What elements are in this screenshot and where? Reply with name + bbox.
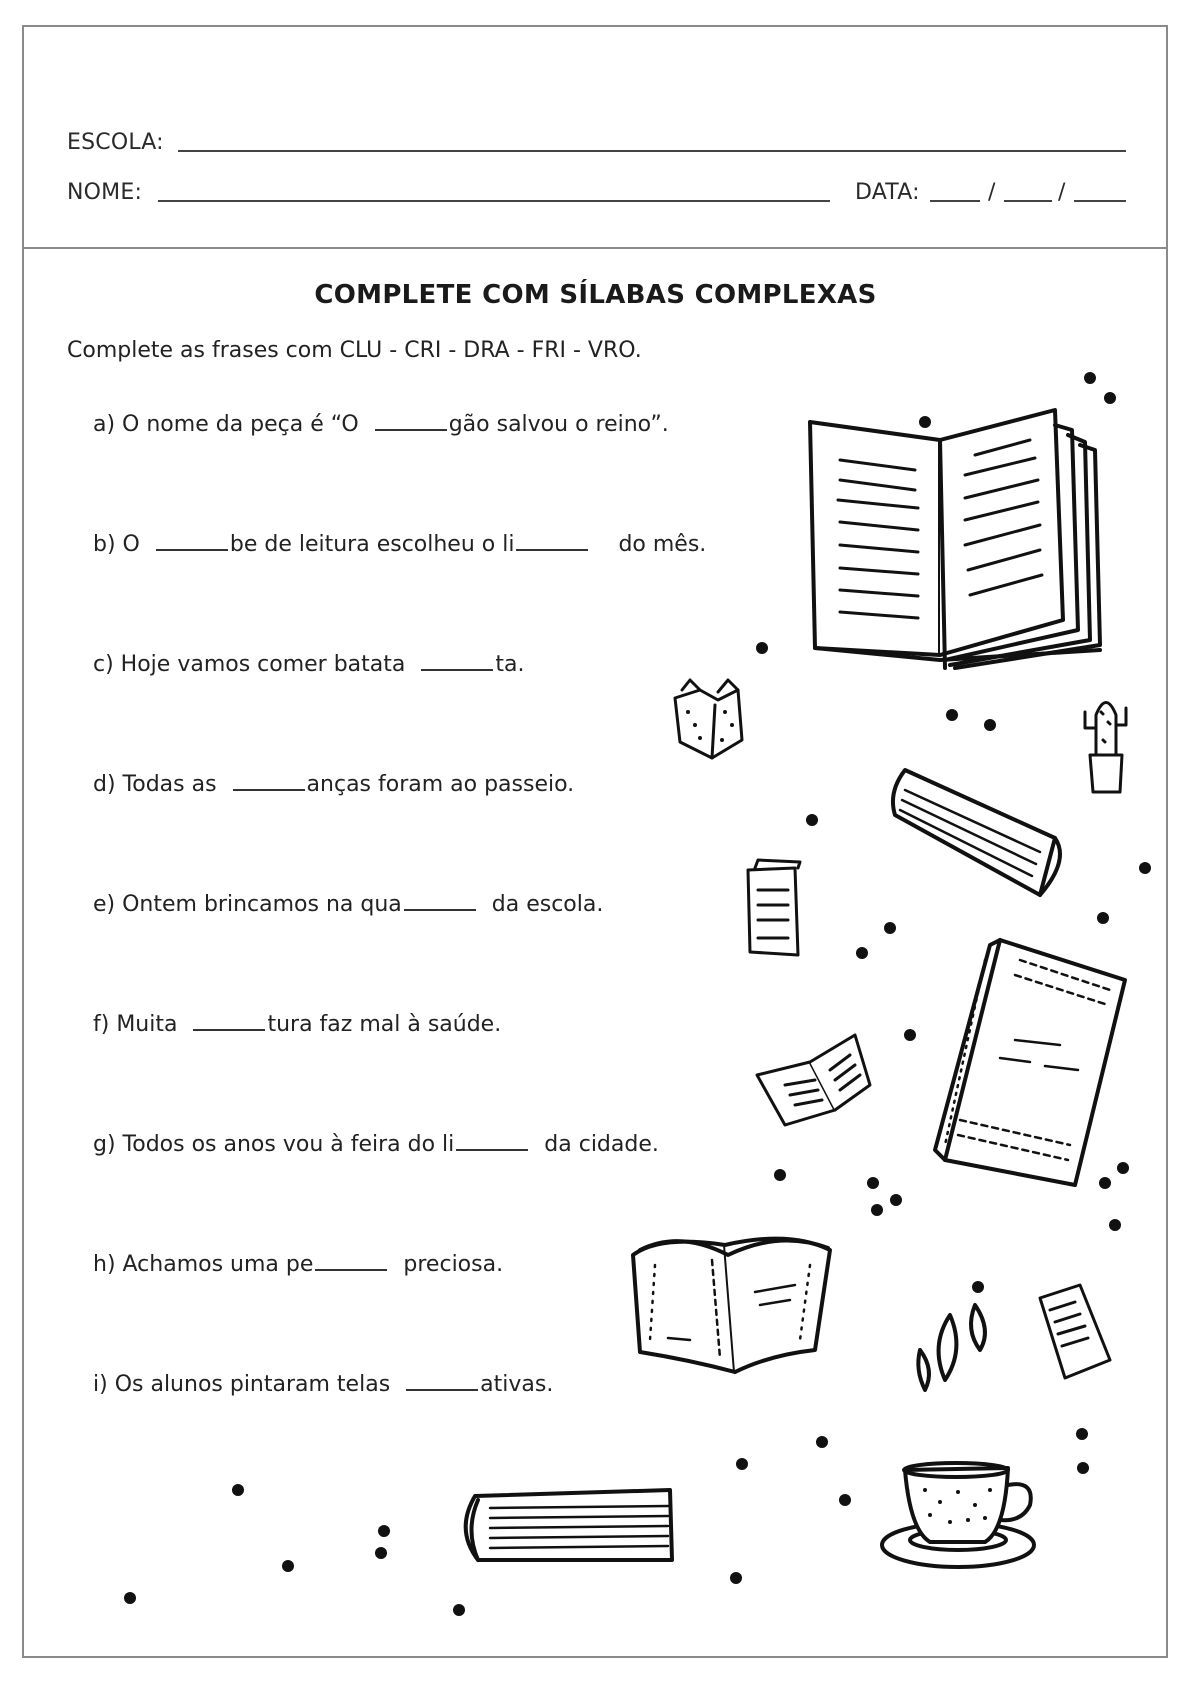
answer-blank[interactable]: [315, 1268, 387, 1271]
date-year-line[interactable]: [1074, 200, 1126, 202]
question-g: [93, 1132, 659, 1157]
worksheet-title: COMPLETE COM SÍLABAS COMPLEXAS: [314, 280, 877, 310]
date-label: DATA:: [855, 180, 920, 205]
question-text: da escola.: [491, 892, 604, 917]
answer-blank[interactable]: [516, 548, 588, 551]
question-text: ta.: [495, 652, 525, 677]
name-label: NOME:: [67, 180, 143, 205]
answer-blank[interactable]: [375, 428, 447, 431]
school-field-line[interactable]: [178, 150, 1126, 152]
question-text: h) Achamos uma pe: [93, 1252, 314, 1277]
question-e: [93, 892, 603, 917]
answer-blank[interactable]: [456, 1148, 528, 1151]
answer-blank[interactable]: [193, 1028, 265, 1031]
date-day-line[interactable]: [930, 200, 980, 202]
answer-blank[interactable]: [156, 548, 228, 551]
worksheet-frame: [22, 25, 1168, 1658]
date-separator: /: [1058, 180, 1066, 205]
header-divider: [22, 247, 1168, 249]
question-text: gão salvou o reino”.: [448, 412, 669, 437]
question-text: do mês.: [618, 532, 707, 557]
question-text: ativas.: [480, 1372, 554, 1397]
instruction-text: Complete as frases com CLU - CRI - DRA - FRI - VRO.: [67, 338, 642, 363]
answer-blank[interactable]: [421, 668, 493, 671]
question-text: a) O nome da peça é “O: [93, 412, 359, 437]
question-d: [93, 772, 574, 797]
answer-blank[interactable]: [233, 788, 305, 791]
question-text: d) Todas as: [93, 772, 217, 797]
question-text: anças foram ao passeio.: [306, 772, 575, 797]
question-i: [93, 1372, 553, 1397]
question-text: g) Todos os anos vou à feira do li: [93, 1132, 455, 1157]
question-f: [93, 1012, 501, 1037]
question-h: [93, 1252, 503, 1277]
question-text: tura faz mal à saúde.: [267, 1012, 502, 1037]
question-text: i) Os alunos pintaram telas: [93, 1372, 391, 1397]
question-text: c) Hoje vamos comer batata: [93, 652, 406, 677]
question-text: e) Ontem brincamos na qua: [93, 892, 402, 917]
school-label: ESCOLA:: [67, 130, 164, 155]
date-separator: /: [988, 180, 996, 205]
question-text: be de leitura escolheu o li: [229, 532, 515, 557]
answer-blank[interactable]: [404, 908, 476, 911]
question-c: [93, 652, 525, 677]
question-text: b) O: [93, 532, 140, 557]
answer-blank[interactable]: [406, 1388, 478, 1391]
question-text: da cidade.: [544, 1132, 659, 1157]
date-month-line[interactable]: [1004, 200, 1052, 202]
question-a: [93, 412, 669, 437]
question-b: [93, 532, 706, 557]
question-text: f) Muita: [93, 1012, 178, 1037]
question-text: preciosa.: [403, 1252, 504, 1277]
name-field-line[interactable]: [158, 200, 830, 202]
